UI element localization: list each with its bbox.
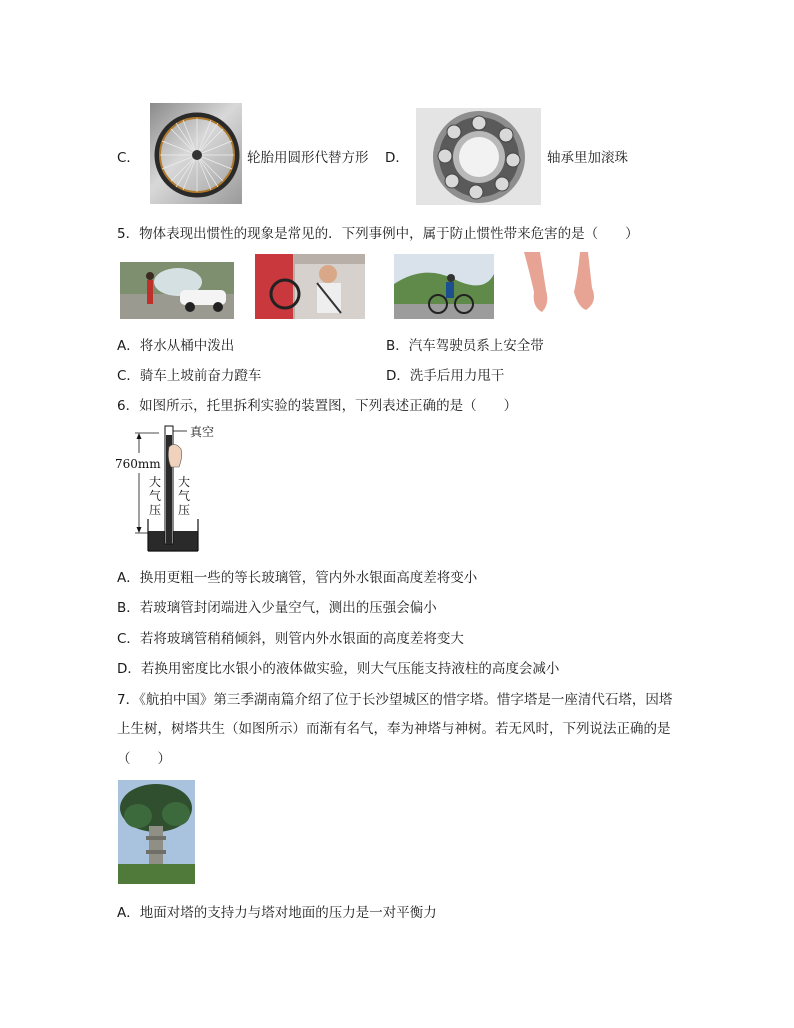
cyclist-image [394,254,494,319]
right-pressure-char-1: 大 [178,475,191,489]
q5-option-c: C．骑车上坡前奋力蹬车 [117,368,262,384]
driver-seatbelt-image [255,254,365,319]
vacuum-label: 真空 [190,425,215,439]
left-pressure-char-2: 气 [149,489,162,503]
height-label: 760mm [115,457,161,471]
q6-option-b: B．若玻璃管封闭端进入少量空气，测出的压强会偏小 [117,600,437,616]
left-pressure-char-1: 大 [149,475,162,489]
shaking-hands-image [506,252,616,319]
q5-stem: 5．物体表现出惯性的现象是常见的．下列事例中，属于防止惯性带来危害的是（ ） [117,226,639,242]
option-c-text: 轮胎用圆形代替方形 [247,150,369,166]
torricelli-diagram [115,423,230,553]
q6-option-a: A．换用更粗一些的等长玻璃管，管内外水银面高度差将变小 [117,570,478,586]
q6-option-c: C．若将玻璃管稍稍倾斜，则管内外水银面的高度差将变大 [117,631,464,647]
ball-bearing-image [416,108,541,205]
q6-stem: 6．如图所示，托里拆利实验的装置图，下列表述正确的是（ ） [117,398,518,414]
q5-option-a: A．将水从桶中泼出 [117,338,235,354]
tower-with-tree-image [118,780,195,884]
q7-option-a: A．地面对塔的支持力与塔对地面的压力是一对平衡力 [117,905,437,921]
q7-stem-line-3: （ ） [117,751,171,767]
q6-option-d: D．若换用密度比水银小的液体做实验，则大气压能支持液柱的高度会减小 [117,661,560,677]
option-c-label: C． [117,150,140,166]
bicycle-wheel-image [150,103,242,204]
option-d-label: D． [385,150,409,166]
q5-option-b: B．汽车驾驶员系上安全带 [386,338,544,354]
right-pressure-char-3: 压 [178,503,191,517]
option-d-text: 轴承里加滚珠 [547,150,628,166]
splashing-water-image [120,262,234,319]
q7-stem-line-1: 7．《航拍中国》第三季湖南篇介绍了位于长沙望城区的惜字塔。惜字塔是一座清代石塔，因塔 [117,692,673,708]
left-pressure-char-3: 压 [149,503,162,517]
right-pressure-char-2: 气 [178,489,191,503]
q7-stem-line-2: 上生树，树塔共生（如图所示）而渐有名气，奉为神塔与神树。若无风时，下列说法正确的是 [117,721,671,737]
q5-option-d: D．洗手后用力甩干 [386,368,505,384]
